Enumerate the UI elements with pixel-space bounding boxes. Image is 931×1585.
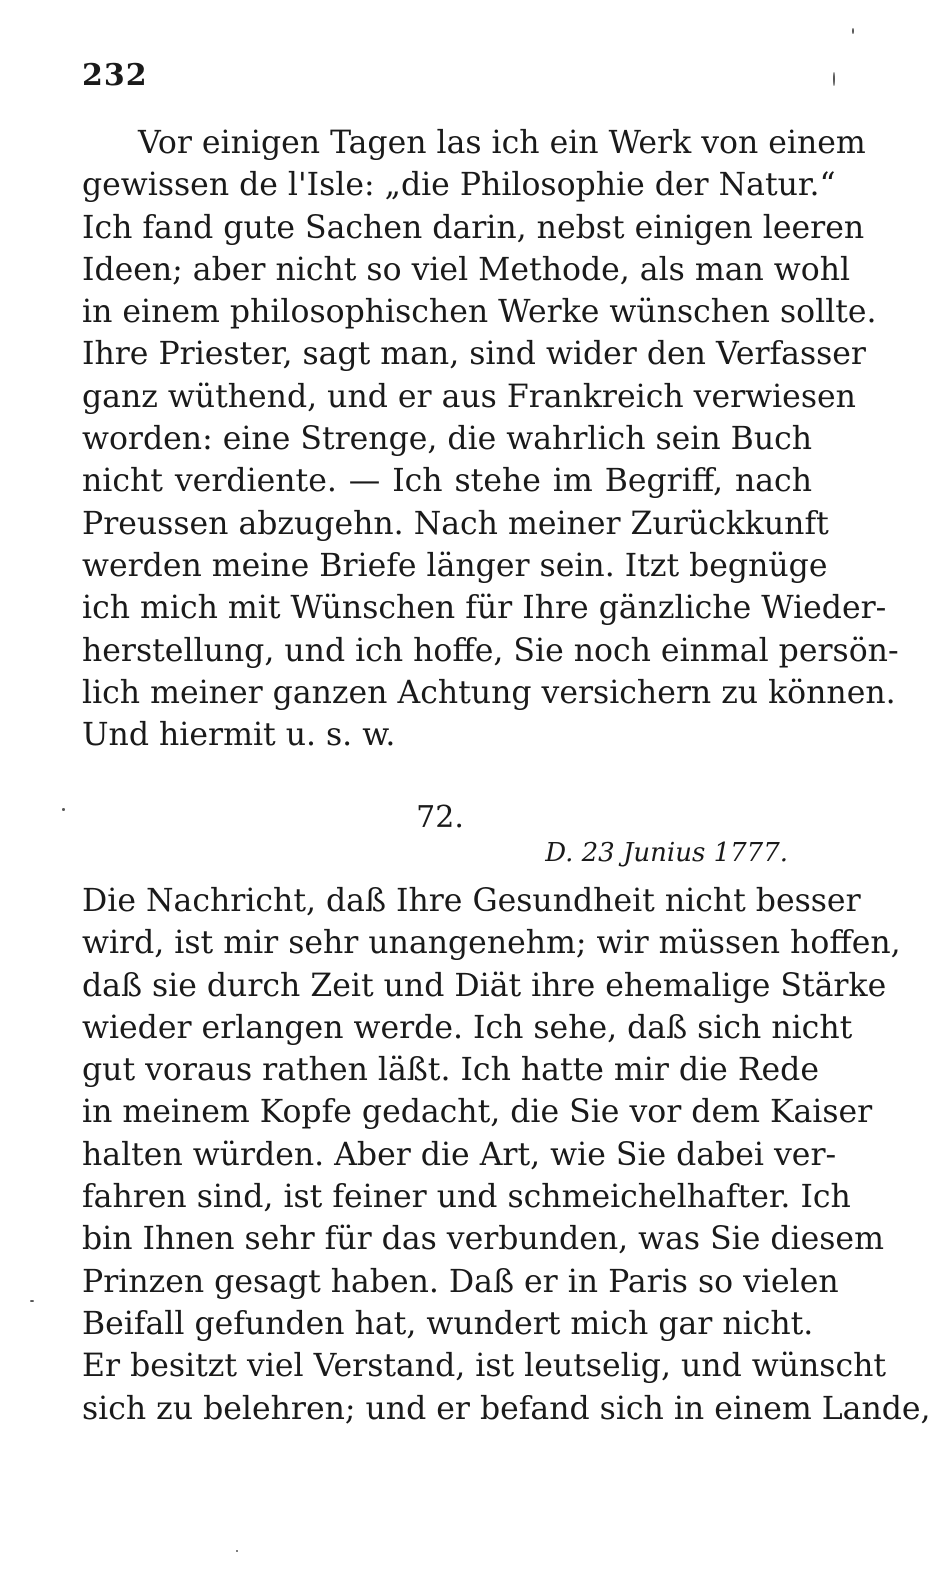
text-line: gewissen de l'Isle: „die Philosophie der Natur.“ [82,167,836,204]
scan-speck [236,1550,238,1552]
scan-speck [62,808,65,811]
letter-number: 72. [416,800,464,835]
text-line: fahren sind, ist feiner und schmeichelhafter. Ich [82,1179,851,1216]
text-line: Und hiermit u. s. w. [82,717,396,754]
text-line: lich meiner ganzen Achtung versichern zu können. [82,674,896,711]
text-line: nicht verdiente. — Ich stehe im Begriff, nach [82,463,812,500]
text-line: ich mich mit Wünschen für Ihre gänzliche Wieder- [82,590,887,627]
text-line: halten würden. Aber die Art, wie Sie dabei ver- [82,1136,837,1173]
page-number: 232 [82,58,148,93]
text-line: herstellung, und ich hoffe, Sie noch einmal persön- [82,632,899,669]
text-line: Er besitzt viel Verstand, ist leutselig, und wünscht [82,1348,887,1385]
letter-72-body [82,880,931,1430]
text-line: in einem philosophischen Werke wünschen sollte. [82,294,877,331]
text-line: Ich fand gute Sachen darin, nebst einigen leeren [82,209,865,246]
text-line: werden meine Briefe länger sein. Itzt begnüge [82,547,828,584]
text-line: worden: eine Strenge, die wahrlich sein Buch [82,421,813,458]
text-line: ganz wüthend, und er aus Frankreich verwiesen [82,378,856,415]
text-line: Preussen abzugehn. Nach meiner Zurückkunft [82,505,829,542]
scan-speck [30,1300,34,1302]
text-line: Ihre Priester, sagt man, sind wider den Verfasser [82,336,866,373]
text-line: Die Nachricht, daß Ihre Gesundheit nicht besser [82,883,861,919]
text-line: in meinem Kopfe gedacht, die Sie vor dem Kaiser [82,1094,873,1131]
scan-speck [852,28,854,34]
text-line: wieder erlangen werde. Ich sehe, daß sich nicht [82,1009,853,1046]
text-line: gut voraus rathen läßt. Ich hatte mir die Rede [82,1052,819,1089]
text-line: Vor einigen Tagen las ich ein Werk von einem [138,125,866,161]
letter-71-continuation [82,122,899,756]
text-line: sich zu belehren; und er befand sich in einem Lande, [82,1390,931,1427]
scan-speck [833,72,835,86]
text-line: Prinzen gesagt haben. Daß er in Paris so vielen [82,1263,839,1300]
text-line: daß sie durch Zeit und Diät ihre ehemalige Stärke [82,967,887,1004]
text-line: bin Ihnen sehr für das verbunden, was Sie diesem [82,1221,884,1258]
text-line: Ideen; aber nicht so viel Methode, als man wohl [82,251,851,288]
text-line: wird, ist mir sehr unangenehm; wir müssen hoffen, [82,925,901,962]
text-line: Beifall gefunden hat, wundert mich gar nicht. [82,1305,814,1342]
letter-date: D. 23 Junius 1777. [545,838,788,868]
